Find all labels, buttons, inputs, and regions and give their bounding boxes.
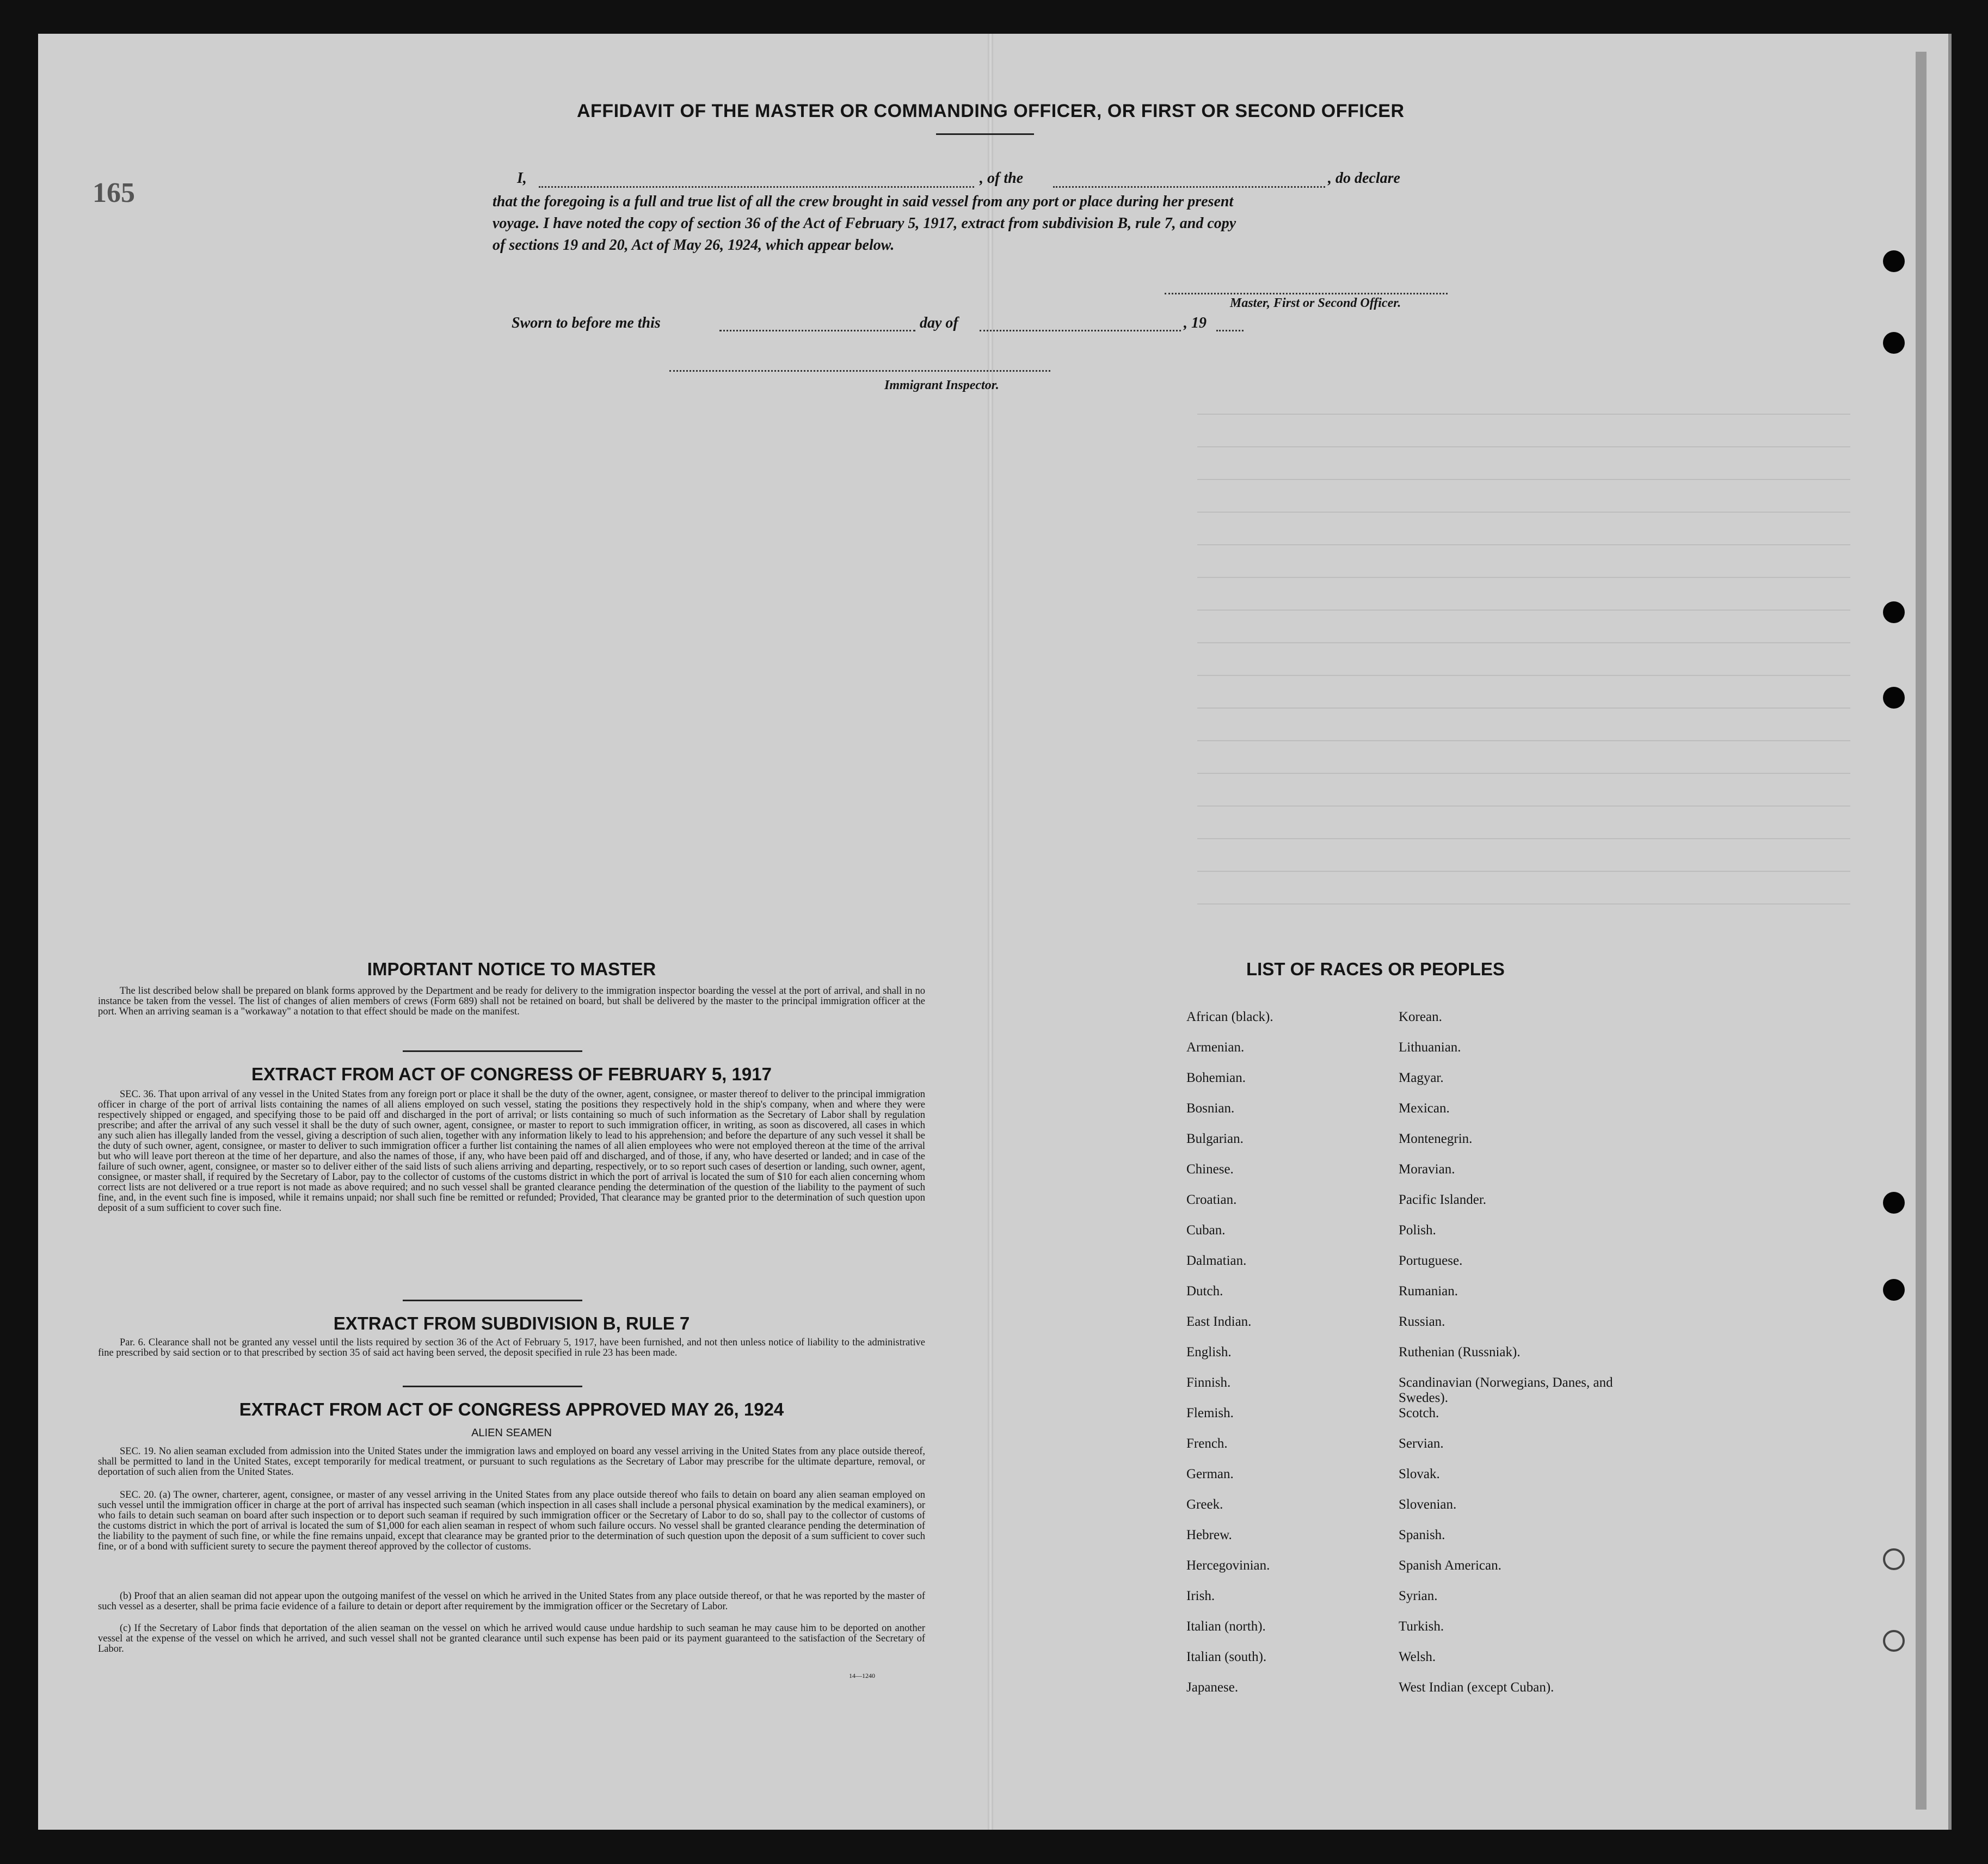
bleed-through-rule — [1197, 838, 1850, 839]
bleed-through-rule — [1197, 675, 1850, 676]
race-item: Croatian. — [1186, 1192, 1237, 1207]
punch-hole — [1883, 250, 1905, 272]
extract-1917-title: EXTRACT FROM ACT OF CONGRESS OF FEBRUARY 5, 1917 — [251, 1064, 772, 1084]
race-item: Lithuanian. — [1399, 1040, 1461, 1055]
inspector-label: Immigrant Inspector. — [884, 378, 999, 392]
sworn-year-line — [1216, 330, 1244, 331]
race-item: African (black). — [1186, 1010, 1273, 1024]
race-item: Scotch. — [1399, 1406, 1439, 1420]
races-left-column — [1186, 1010, 1404, 1711]
punch-hole — [1883, 601, 1905, 623]
race-item: Slovenian. — [1399, 1497, 1457, 1512]
race-item: Flemish. — [1186, 1406, 1234, 1420]
race-item: Scandinavian (Norwegians, Danes, and Swedes). — [1399, 1375, 1613, 1405]
race-item: Bosnian. — [1186, 1101, 1235, 1116]
race-item: Korean. — [1399, 1010, 1442, 1024]
race-item: Italian (south). — [1186, 1650, 1267, 1664]
race-item: Moravian. — [1399, 1162, 1455, 1177]
race-item: Japanese. — [1186, 1680, 1239, 1695]
race-item: Dutch. — [1186, 1284, 1223, 1299]
alien-seamen-subtitle: ALIEN SEAMEN — [471, 1427, 552, 1439]
sec-19-text: SEC. 19. No alien seaman excluded from admission into the United States under the immigration laws and employed on board any vessel arriving in the United States from any place outside thereof, shall be permitted to land in the United States, except temporarily for medical treatment, or pursuant to such regulations as the Secretary of Labor may prescribe for the ultimate departure, removal, or deportation of such alien from the United States. — [98, 1446, 925, 1478]
bleed-through-rule — [1197, 773, 1850, 774]
punch-hole — [1883, 687, 1905, 709]
race-item: Spanish. — [1399, 1528, 1445, 1542]
bleed-through-rule — [1197, 871, 1850, 872]
race-item: Montenegrin. — [1399, 1131, 1473, 1146]
race-item: Hercegovinian. — [1186, 1558, 1270, 1573]
sworn-label: Sworn to before me this — [512, 315, 661, 331]
race-item: Cuban. — [1186, 1223, 1226, 1238]
year-label: , 19 — [1184, 315, 1207, 331]
extract-rule7-title: EXTRACT FROM SUBDIVISION B, RULE 7 — [333, 1313, 690, 1333]
races-title: LIST OF RACES OR PEOPLES — [1246, 959, 1505, 979]
day-of-label: day of — [920, 315, 958, 331]
bleed-through-rule — [1197, 414, 1850, 415]
race-item: Greek. — [1186, 1497, 1223, 1512]
race-item: Pacific Islander. — [1399, 1192, 1487, 1207]
punch-hole — [1883, 1630, 1905, 1652]
race-item: English. — [1186, 1345, 1232, 1359]
sheet-edge — [1916, 52, 1927, 1810]
sec-20a-text: SEC. 20. (a) The owner, charterer, agent, consignee, or master of any vessel arriving in the United States from any place outside thereof who fails to detain on board any alien seaman employed on such vessel until the immigration officer in charge at the port of arrival has inspected such seaman (which inspection in all cases shall include a personal physical examination by the medical examiners), or who fails to detain such seaman on board after such inspection or to deport such seaman if required by such immigration officer or the Secretary of Labor to do so, shall pay to the collector of customs of the customs district in which the port of arrival is located the sum of $1,000 for each alien seaman in respect of whom such failure occurs. No vessel shall be granted clearance pending the determination of the liability to the payment of such fine, or while the fine remains unpaid, except that clearance may be granted prior to the determination of such question upon the deposit of a sum sufficient to cover such fine, or of a bond with sufficient surety to secure the payment thereof approved by the collector of customs. — [98, 1490, 925, 1552]
race-item: Hebrew. — [1186, 1528, 1232, 1542]
punch-hole — [1883, 332, 1905, 354]
do-declare-label: , do declare — [1328, 170, 1400, 187]
extract-1924-title: EXTRACT FROM ACT OF CONGRESS APPROVED MAY 26, 1924 — [239, 1399, 784, 1419]
race-item: Spanish American. — [1399, 1558, 1501, 1573]
bleed-through-rule — [1197, 512, 1850, 513]
bleed-through-rule — [1197, 446, 1850, 447]
document-sheet — [38, 34, 1952, 1830]
race-item: Welsh. — [1399, 1650, 1436, 1664]
race-item: Irish. — [1186, 1589, 1215, 1603]
title-rule — [936, 133, 1034, 135]
race-item: Ruthenian (Russniak). — [1399, 1345, 1521, 1359]
race-item: Finnish. — [1186, 1375, 1231, 1390]
form-code: 14—1240 — [849, 1672, 875, 1680]
bleed-through-rule — [1197, 903, 1850, 905]
section-separator — [403, 1050, 582, 1052]
master-signature-line — [1165, 293, 1448, 294]
bleed-through-rule — [1197, 544, 1850, 545]
declaration-line-2: voyage. I have noted the copy of section 36 of the Act of February 5, 1917, extract from subdivision B, rule 7, and copy — [493, 215, 1236, 232]
race-item: Turkish. — [1399, 1619, 1444, 1634]
master-signature-label: Master, First or Second Officer. — [1230, 296, 1401, 310]
i-label: I, — [517, 170, 527, 187]
bleed-through-rule — [1197, 479, 1850, 480]
section-separator — [403, 1386, 582, 1387]
notice-text: The list described below shall be prepared on blank forms approved by the Department and be ready for delivery to the immigration inspector boarding the vessel at the port of arrival, and shall in no instance be taken from the vessel. The list of changes of alien members of crews (Form 689) shall not be retained on board, but shall be delivered by the master to the principal immigration officer at the port. When an arriving seaman is a "workaway" a notation to that effect should be made on the manifest. — [98, 986, 925, 1017]
race-item: Syrian. — [1399, 1589, 1438, 1603]
bleed-through-rule — [1197, 577, 1850, 578]
notice-title: IMPORTANT NOTICE TO MASTER — [367, 959, 656, 979]
race-item: French. — [1186, 1436, 1228, 1451]
race-item: Slovak. — [1399, 1467, 1440, 1481]
punch-hole — [1883, 1279, 1905, 1301]
affidavit-title: AFFIDAVIT OF THE MASTER OR COMMANDING OFFICER, OR FIRST OR SECOND OFFICER — [577, 101, 1405, 121]
extract-rule7-text: Par. 6. Clearance shall not be granted any vessel until the lists required by section 36 of the Act of February 5, 1917, have been furnished, and not then unless notice of liability to the administrative fine prescribed by said section or to that prescribed by section 35 of said act having been served, the deposit specified in rule 23 has been made. — [98, 1337, 925, 1358]
bleed-through-rule — [1197, 610, 1850, 611]
race-item: Rumanian. — [1399, 1284, 1458, 1299]
bleed-through-rule — [1197, 708, 1850, 709]
sec-20c-text: (c) If the Secretary of Labor finds that deportation of the alien seaman on the vessel on which he arrived would cause undue hardship to such seaman he may cause him to be deported on another vessel at the expense of the vessel on which he arrived, and such vessel shall not be granted clearance until such expense has been paid or its payment guaranteed to the satisfaction of the Secretary of Labor. — [98, 1623, 925, 1654]
race-item: Italian (north). — [1186, 1619, 1266, 1634]
page-number: 165 — [93, 177, 135, 208]
punch-hole — [1883, 1192, 1905, 1214]
bleed-through-rule — [1197, 642, 1850, 643]
sworn-month-line — [980, 330, 1181, 331]
race-item: Bulgarian. — [1186, 1131, 1244, 1146]
race-item: German. — [1186, 1467, 1234, 1481]
race-item: Servian. — [1399, 1436, 1444, 1451]
race-item: East Indian. — [1186, 1314, 1252, 1329]
inspector-signature-line — [669, 370, 1050, 372]
extract-1917-text: SEC. 36. That upon arrival of any vessel in the United States from any foreign port or place it shall be the duty of the owner, agent, consignee, or master thereof to deliver to the principal immigration officer in charge of the port of arrival lists containing the names of all aliens employed on such vessel, stating the positions they respectively hold in the ship's company, when and where they were respectively shipped or engaged, and specifying those to be paid off and discharged in the port of arrival; or lists containing so much of such information as the Secretary of Labor shall by regulation prescribe; and after the arrival of any such vessel it shall be the duty of such owner, agent, consignee, or master to report to such immigration officer, in writing, as soon as discovered, all cases in which any such alien has illegally landed from the vessel, giving a description of such alien, together with any information likely to lead to his apprehension; and before the departure of any such vessel it shall be the duty of such owner, agent, consignee, or master to deliver to such immigration officer a further list containing the names of all alien employees who were not employed thereon at the time of the arrival but who will leave port thereon at the time of her departure, and also the names of those, if any, who have been paid off and discharged, and of those, if any, who have deserted or landed; and in case of the failure of such owner, agent, consignee, or master so to deliver either of the said lists of such aliens arriving and departing, respectively, or to so report such cases of desertion or landing, such owner, agent, consignee, or master shall, if required by the Secretary of Labor, pay to the collector of customs of the customs district in which the port of arrival is located the sum of $10 for each alien concerning whom correct lists are not delivered or a true report is not made as above required; and no such vessel shall be granted clearance pending the determination of the question of the liability to the payment of such fine, and, in the event such fine is imposed, while it remains unpaid; nor shall such fine be remitted or refunded; Provided, That clearance may be granted prior to the determination of such question upon deposit of a sum sufficient to cover such fine. — [98, 1089, 925, 1214]
sec-20b-text: (b) Proof that an alien seaman did not appear upon the outgoing manifest of the vessel on which he arrived in the United States from any place outside thereof, or that he was reported by the master of such vessel as a deserter, shall be prima facie evidence of a failure to detain or deport after requirement by the immigration officer or the Secretary of Labor. — [98, 1591, 925, 1612]
punch-hole — [1883, 1548, 1905, 1570]
race-item: Magyar. — [1399, 1071, 1444, 1085]
vessel-line — [1053, 186, 1325, 188]
race-item: Mexican. — [1399, 1101, 1450, 1116]
race-item: Armenian. — [1186, 1040, 1245, 1055]
bleed-through-rule — [1197, 740, 1850, 741]
of-the-label: , of the — [980, 170, 1024, 187]
bleed-through-rule — [1197, 805, 1850, 807]
race-item: West Indian (except Cuban). — [1399, 1680, 1554, 1695]
sworn-day-line — [719, 330, 915, 331]
race-item: Russian. — [1399, 1314, 1445, 1329]
section-separator — [403, 1300, 582, 1301]
declaration-line-1: that the foregoing is a full and true list of all the crew brought in said vessel from any port or place during her present — [493, 193, 1234, 210]
page-fold — [988, 34, 993, 1830]
race-item: Dalmatian. — [1186, 1253, 1247, 1268]
name-line — [539, 186, 974, 188]
race-item: Polish. — [1399, 1223, 1436, 1238]
race-item: Bohemian. — [1186, 1071, 1246, 1085]
race-item: Portuguese. — [1399, 1253, 1463, 1268]
race-item: Chinese. — [1186, 1162, 1234, 1177]
declaration-line-3: of sections 19 and 20, Act of May 26, 1924, which appear below. — [493, 237, 895, 254]
races-right-column — [1399, 1010, 1660, 1711]
